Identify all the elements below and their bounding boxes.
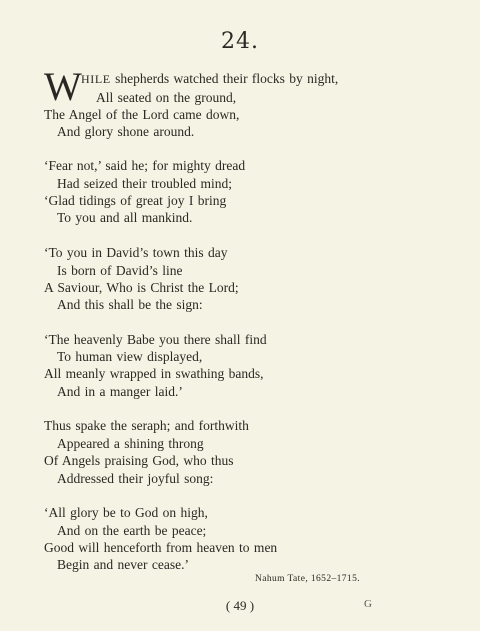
verse-line: To you and all mankind. <box>57 210 193 225</box>
verse-line: Had seized their troubled mind; <box>57 176 232 191</box>
verse-line: ‘Glad tidings of great joy I bring <box>44 193 227 208</box>
verse-line: ‘All glory be to God on high, <box>44 505 208 520</box>
verse-line: And this shall be the sign: <box>57 297 203 312</box>
page-number: ( 49 ) <box>225 598 255 613</box>
first-line-caps: HILE <box>81 72 111 86</box>
verse-line: Addressed their joyful song: <box>57 471 214 486</box>
verse-line: Appeared a shining throng <box>57 436 204 451</box>
verse-line: All meanly wrapped in swathing bands, <box>44 366 264 381</box>
hymn-number: 24. <box>221 29 259 54</box>
first-line-rest: shepherds watched their flocks by night, <box>110 71 339 86</box>
verse-line: All seated on the ground, <box>96 90 237 105</box>
verse-line: Of Angels praising God, who thus <box>44 453 234 468</box>
verse-line: And in a manger laid.’ <box>57 384 183 399</box>
verse-line: ‘The heavenly Babe you there shall find <box>44 332 267 347</box>
verse-line: And glory shone around. <box>57 124 195 139</box>
verse-line: The Angel of the Lord came down, <box>44 107 240 122</box>
verse-line: A Saviour, Who is Christ the Lord; <box>44 280 239 295</box>
first-line <box>81 69 338 89</box>
verse-line: ‘Fear not,’ said he; for mighty dread <box>44 158 246 173</box>
verse-line: Good will henceforth from heaven to men <box>44 540 278 555</box>
verse-line: Is born of David’s line <box>57 263 183 278</box>
verse-line: And on the earth be peace; <box>57 523 207 538</box>
verse-line: Begin and never cease.’ <box>57 557 189 572</box>
verse-line: Thus spake the seraph; and forthwith <box>44 418 249 433</box>
author-attribution: Nahum Tate, 1652–1715. <box>254 574 360 584</box>
verse-line: To human view displayed, <box>57 349 203 364</box>
verse-line: ‘To you in David’s town this day <box>44 245 228 260</box>
signature-mark: G <box>364 598 372 610</box>
drop-cap: W <box>44 64 82 109</box>
